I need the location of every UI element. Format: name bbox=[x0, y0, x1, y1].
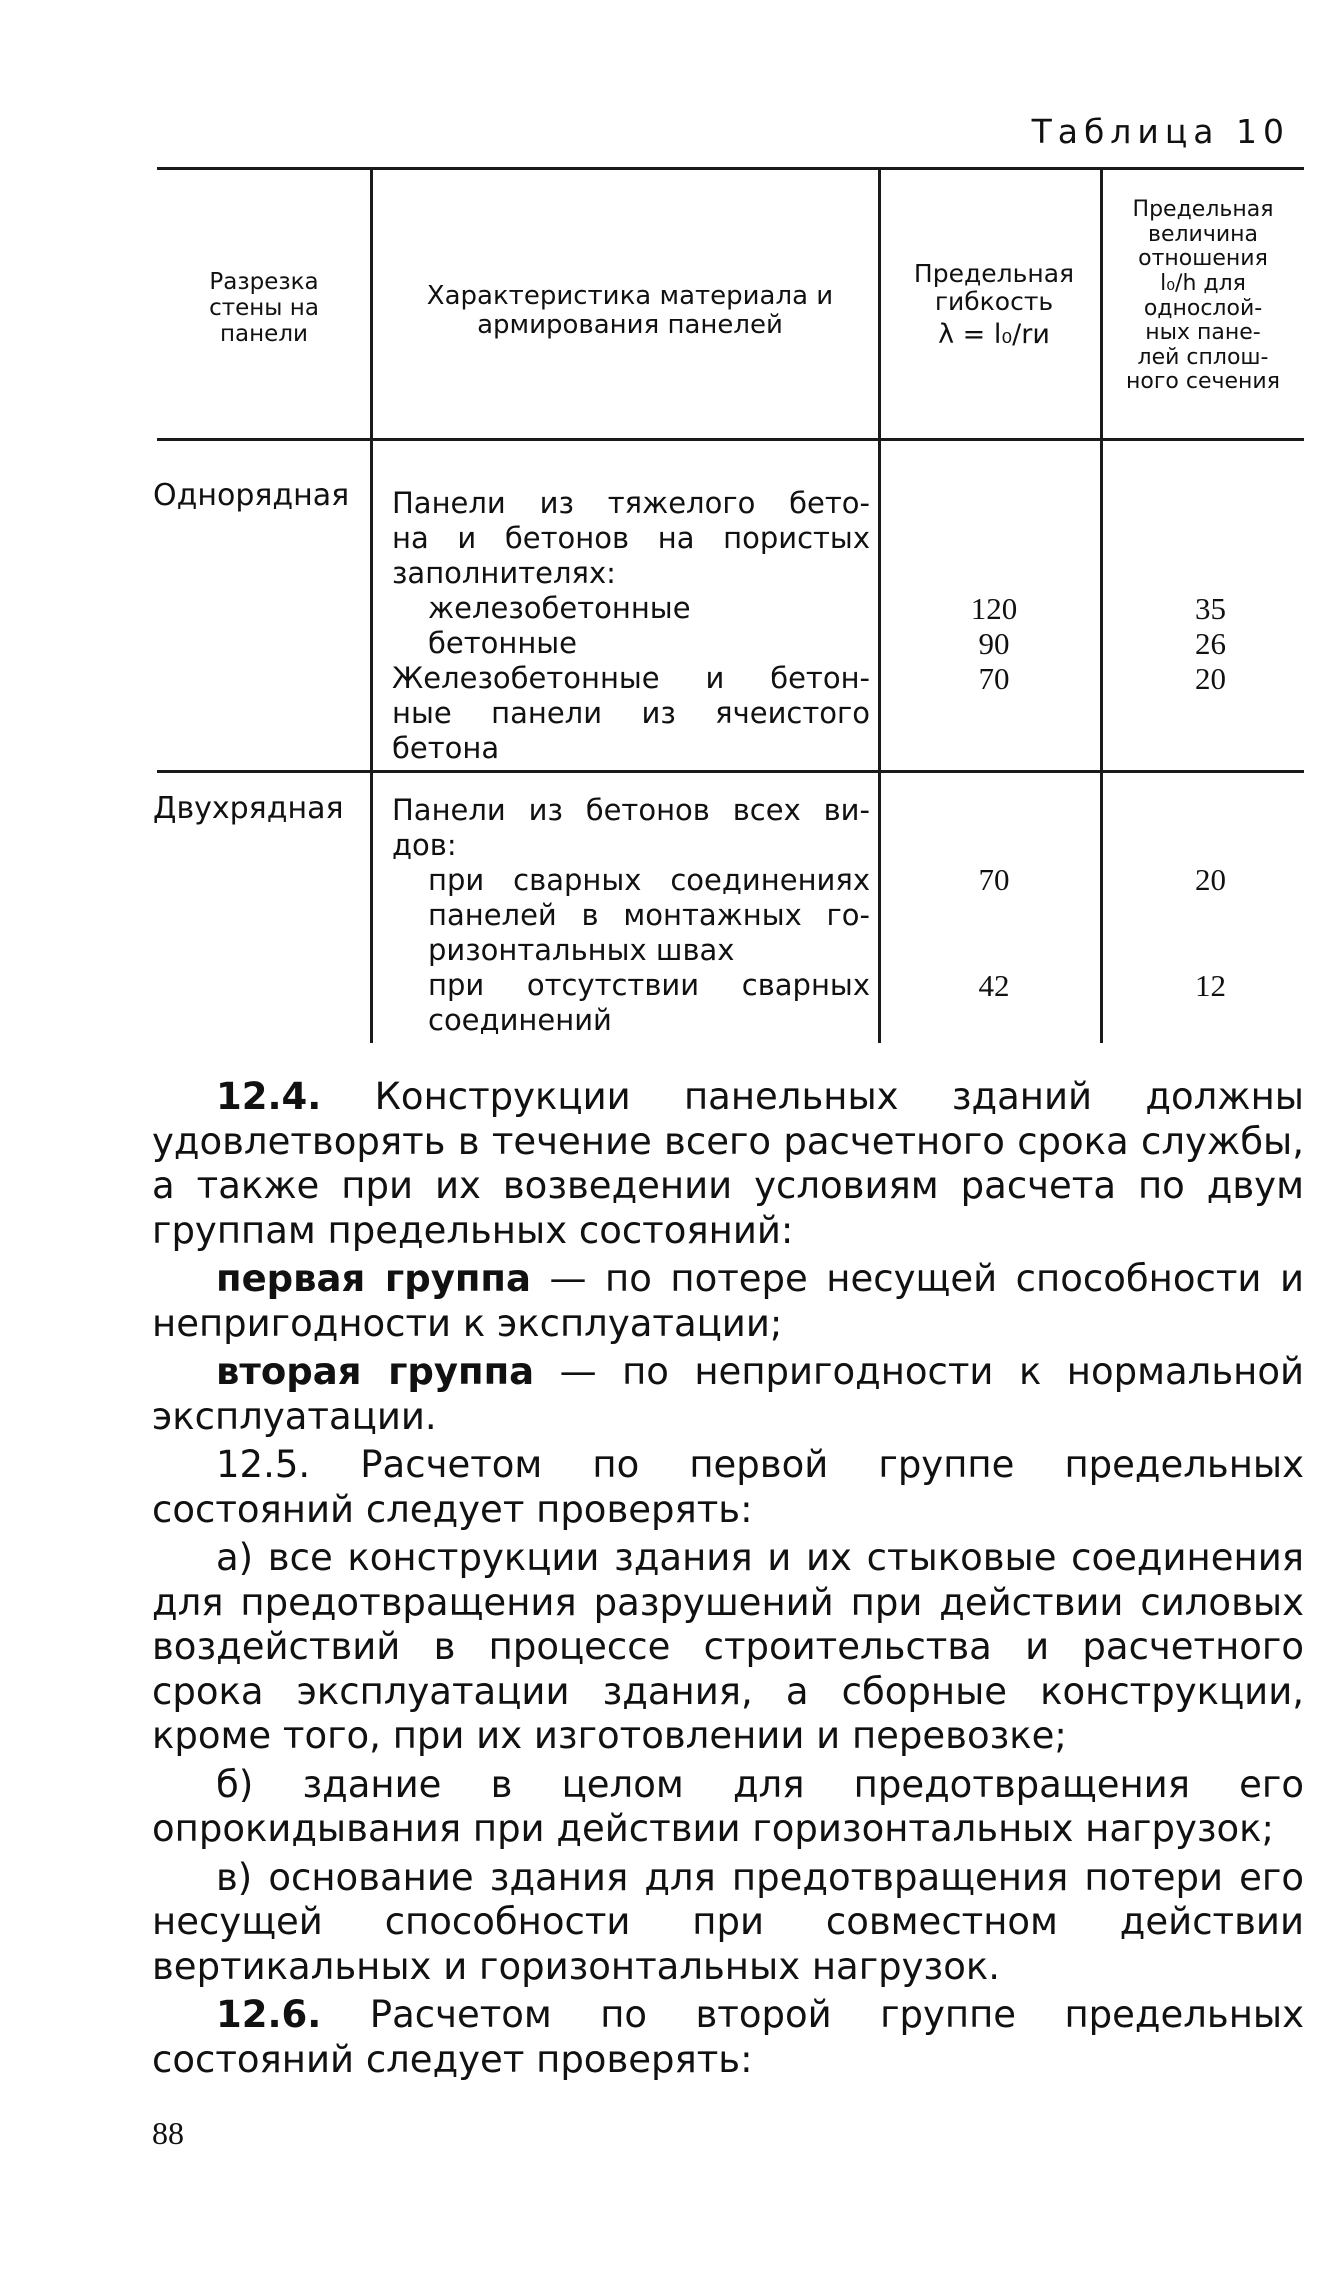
header-wall-cutting: Разрезка стены на панели bbox=[209, 269, 319, 347]
body-text bbox=[152, 1075, 1304, 2086]
row-label-double: Двухрядная bbox=[153, 791, 344, 826]
row2-description: Панели из бетонов всех ви- дов: при сварных соединениях панелей в монтажных го- ризонтальных швах при отсутствии сварных соединений bbox=[392, 793, 870, 1037]
row-label-single: Однорядная bbox=[153, 478, 350, 513]
paragraph-12-6: 12.6. Расчетом по второй группе предельных состояний следует проверять: bbox=[152, 1993, 1304, 2081]
paragraph-item-b: б) здание в целом для предотвращения его опрокидывания при действии горизонтальных нагрузок; bbox=[152, 1762, 1304, 1850]
table-caption: Таблица 10 bbox=[1031, 112, 1290, 151]
header-bottom-rule bbox=[157, 438, 1304, 441]
paragraph-12-4: 12.4. Конструкции панельных зданий должны удовлетворять в течение всего расчетного срока службы, а также при их возведении условиям расчета по двум группам предельных состояний: bbox=[152, 1075, 1304, 1252]
row2-flex-value-1: 70 bbox=[978, 862, 1010, 897]
row1-ratio-values: 35 26 20 bbox=[1195, 591, 1226, 696]
header-material: Характеристика материала и армирования панелей bbox=[426, 281, 834, 341]
paragraph-12-5: 12.5. Расчетом по первой группе предельных состояний следует проверять: bbox=[152, 1443, 1304, 1531]
paragraph-second-group: вторая группа — по непригодности к нормальной эксплуатации. bbox=[152, 1350, 1304, 1438]
row-divider-rule bbox=[157, 770, 1304, 773]
header-ratio: Предельная величина отношения l₀/h для однослой- ных пане- лей сплош- ного сечения bbox=[1126, 197, 1280, 395]
header-flexibility: Предельная гибкость λ = l₀/rи bbox=[913, 259, 1075, 350]
col-divider-1 bbox=[370, 170, 373, 1043]
paragraph-item-a: а) все конструкции здания и их стыковые соединения для предотвращения разрушений при действии силовых воздействий в процессе строительства и расчетного срока эксплуатации здания, а сборные конструкции, кроме того, при их изготовлении и перевозке; bbox=[152, 1536, 1304, 1757]
paragraph-item-v: в) основание здания для предотвращения потери его несущей способности при совместном действии вертикальных и горизонтальных нагрузок. bbox=[152, 1855, 1304, 1988]
row2-ratio-value-2: 12 bbox=[1195, 968, 1226, 1003]
table-top-rule bbox=[157, 167, 1304, 170]
row1-description: Панели из тяжелого бето- на и бетонов на пористых заполнителях: железобетонные бетонные Железобетонные и бетон- ные панели из ячеистого бетона bbox=[392, 486, 870, 765]
row2-flex-value-2: 42 bbox=[978, 968, 1010, 1003]
page-number: 88 bbox=[152, 2115, 184, 2151]
row2-ratio-value-1: 20 bbox=[1195, 862, 1226, 897]
row1-flex-values: 120 90 70 bbox=[970, 591, 1018, 696]
paragraph-first-group: первая группа — по потере несущей способности и непригодности к эксплуатации; bbox=[152, 1257, 1304, 1345]
